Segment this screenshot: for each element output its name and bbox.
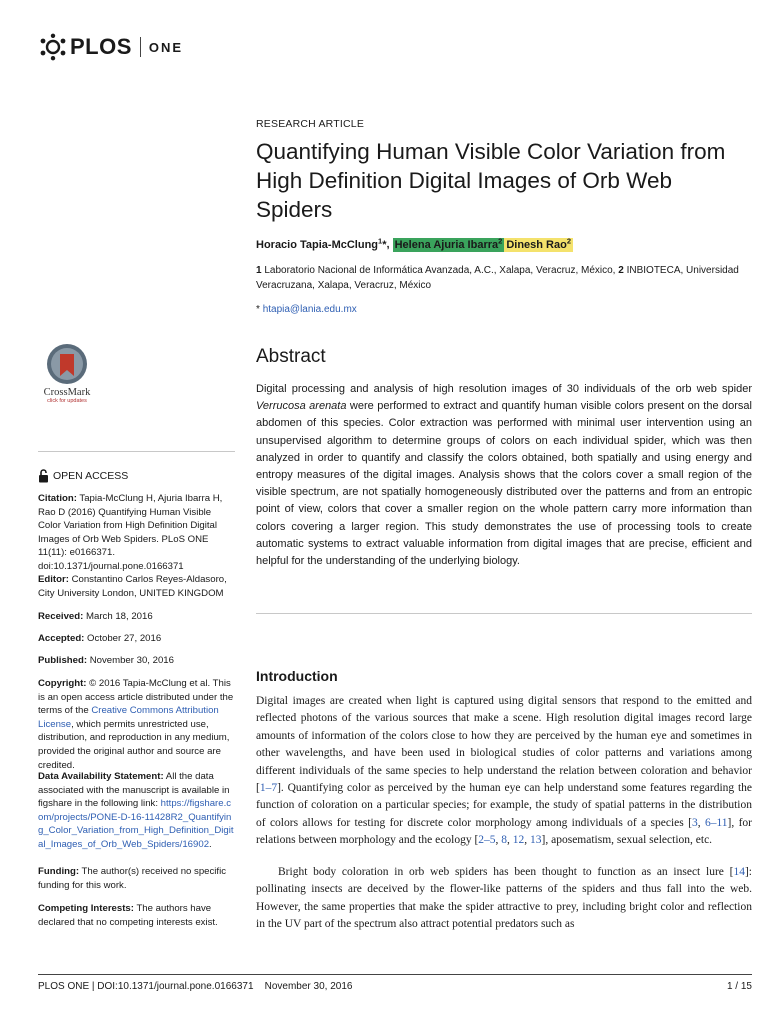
author-2[interactable]: Helena Ajuria Ibarra$^2$: [394, 236, 503, 251]
author-1[interactable]: Horacio Tapia-McClung$^1$*: [256, 236, 387, 251]
plos-logo[interactable]: [38, 33, 183, 61]
received-date: Received: March 18, 2016: [38, 611, 153, 622]
affiliations: 1 Laboratorio Nacional de Informática Avanzada, A.C., Xalapa, Veracruz, México, 2 INBIOTECA, Universidad Veracruzana, Xalapa, Veracruz, México: [256, 265, 739, 291]
intro-paragraph-1: Digital images are created when light is captured using digital sensors that respond to the emitted and reflected photons of the various sources that make a scene. High resolution digital images record large amounts of information of the colors close to how they are perceived by the human eye and sometimes in other wavelengths, and have been used in biological studies of color patterns and variations among different individuals of the same species to help understand the relation between coloration and behavior [1–7]. Quantifying color as perceived by the human eye can help understand some features regarding the function of coloration on a particular species; for example, the study of spatial patterns in the distribution of colors allows for testing for discrete color morphology among individuals of a species [3, 6–11], for relations between morphology and the ecology [2–5, 8, 12, 13], aposematism, sexual selection, etc.: [256, 695, 752, 847]
footer-divider: [38, 974, 752, 975]
open-access-badge: [38, 469, 128, 483]
crossmark-sublabel: click for updates: [47, 398, 87, 404]
corresponding-mark: *: [256, 304, 260, 315]
copyright-block: Copyright: © 2016 Tapia-McClung et al. This is an open access article distributed under the terms of the Creative Commons Attribution License, which permits unrestricted use, distribution, and reproduction in any medium, provided the original author and source are credited.: [38, 678, 234, 771]
accepted-date: Accepted: October 27, 2016: [38, 633, 162, 644]
sidebar-divider: [38, 451, 235, 452]
funding-block: Funding: The author(s) received no specific funding for this work.: [38, 866, 227, 891]
ref-link[interactable]: 8: [501, 834, 508, 847]
crossmark-badge[interactable]: [38, 342, 96, 404]
intro-paragraph-2: Bright body coloration in orb web spiders has been thought to function as an insect lure [14]: pollinating insects are deceived by the flower-like patterns of the spiders and thus fall into the web. However, the same properties that make the spider attractive to prey, including bright color and reflection in the UV part of the spectrum also attract potential predators such as: [256, 866, 752, 931]
logo-divider: [140, 37, 141, 57]
article-type: RESEARCH ARTICLE: [256, 118, 365, 130]
article-title: Quantifying Human Visible Color Variation from High Definition Digital Images of Orb Web Spiders: [256, 139, 726, 222]
abstract-heading: Abstract: [256, 346, 326, 367]
abstract-divider: [256, 613, 752, 614]
species-name: Verrucosa arenata: [256, 400, 347, 413]
ref-link[interactable]: 6–11: [704, 816, 728, 829]
correspondence: [256, 304, 357, 315]
ref-link[interactable]: 3: [691, 816, 698, 829]
journal-name: PLOS: [70, 34, 132, 59]
author-separator: ,: [386, 238, 393, 251]
author-list: [256, 236, 573, 251]
page-number: 1 / 15: [726, 981, 752, 992]
ref-link[interactable]: 14: [733, 866, 745, 878]
corresponding-email-link[interactable]: htapia@lania.edu.mx: [262, 304, 357, 315]
journal-section: ONE: [148, 39, 184, 55]
plos-logo-icon: [38, 33, 68, 61]
figshare-link[interactable]: https://figshare.com/projects/PONE-D-16-11428R2_Quantifying_Color_Variation_from_High_Definition_Digital_Images_of_Orb_Web_Spiders/16902: [38, 798, 234, 850]
ref-link[interactable]: 2–5: [478, 834, 496, 847]
editor-block: Editor: Constantino Carlos Reyes-Aldasoro, City University London, UNITED KINGDOM: [38, 574, 227, 599]
open-access-label: OPEN ACCESS: [53, 470, 129, 482]
footer-citation: PLOS ONE | DOI:10.1371/journal.pone.0166371 November 30, 2016: [38, 981, 353, 992]
ref-link[interactable]: 12: [512, 834, 525, 847]
published-date: Published: November 30, 2016: [38, 655, 174, 666]
abstract-text: Digital processing and analysis of high resolution images of 30 individuals of the orb web spider Verrucosa arenata were performed to extract and quantify human visible colors present on the dorsal abdomen of this species. Color extraction was performed with minimal user intervention using an unsupervised algorithm to determine groups of colors on each individual spider, which was then analyzed in order to quantify and classify the colors obtained, both spatially and using energy and entropy measures of the digital images. Analysis shows that the colors cover a small region of the visible spectrum, are not spatially homogeneously distributed over the patterns and from an entropic point of view, colors that cover a smaller region on the whole pattern carry more information than colors covering a larger region. This study demonstrates the use of processing tools to create automatic systems to extract valuable information from digital images that are precise, efficient and helpful for the understanding of the underlying biology.: [256, 383, 752, 568]
license-link[interactable]: Creative Commons Attribution License: [38, 705, 219, 730]
crossmark-label: CrossMark: [43, 387, 91, 398]
data-availability-block: Data Availability Statement: All the data associated with the manuscript is available in figshare in the following link: https://figshare.com/projects/PONE-D-16-11428R2_Quantifying_Color_Variation_from_High_Definition_Digital_Images_of_Orb_Web_Spiders/16902.: [38, 771, 234, 850]
introduction-heading: Introduction: [256, 668, 338, 684]
ref-link[interactable]: 13: [530, 834, 542, 847]
author-3[interactable]: Dinesh Rao$^2$: [506, 236, 571, 251]
ref-link[interactable]: 1–7: [259, 782, 278, 795]
open-lock-icon: [38, 469, 49, 483]
citation-block: Citation: Tapia-McClung H, Ajuria Ibarra H, Rao D (2016) Quantifying Human Visible Color Variation from High Definition Digital Images of Orb Web Spiders. PLoS ONE 11(11): e0166371. doi:10.1371/journal.pone.0166371: [38, 493, 223, 572]
competing-interests-block: Competing Interests: The authors have declared that no competing interests exist.: [38, 903, 218, 928]
crossmark-icon: [44, 342, 90, 386]
